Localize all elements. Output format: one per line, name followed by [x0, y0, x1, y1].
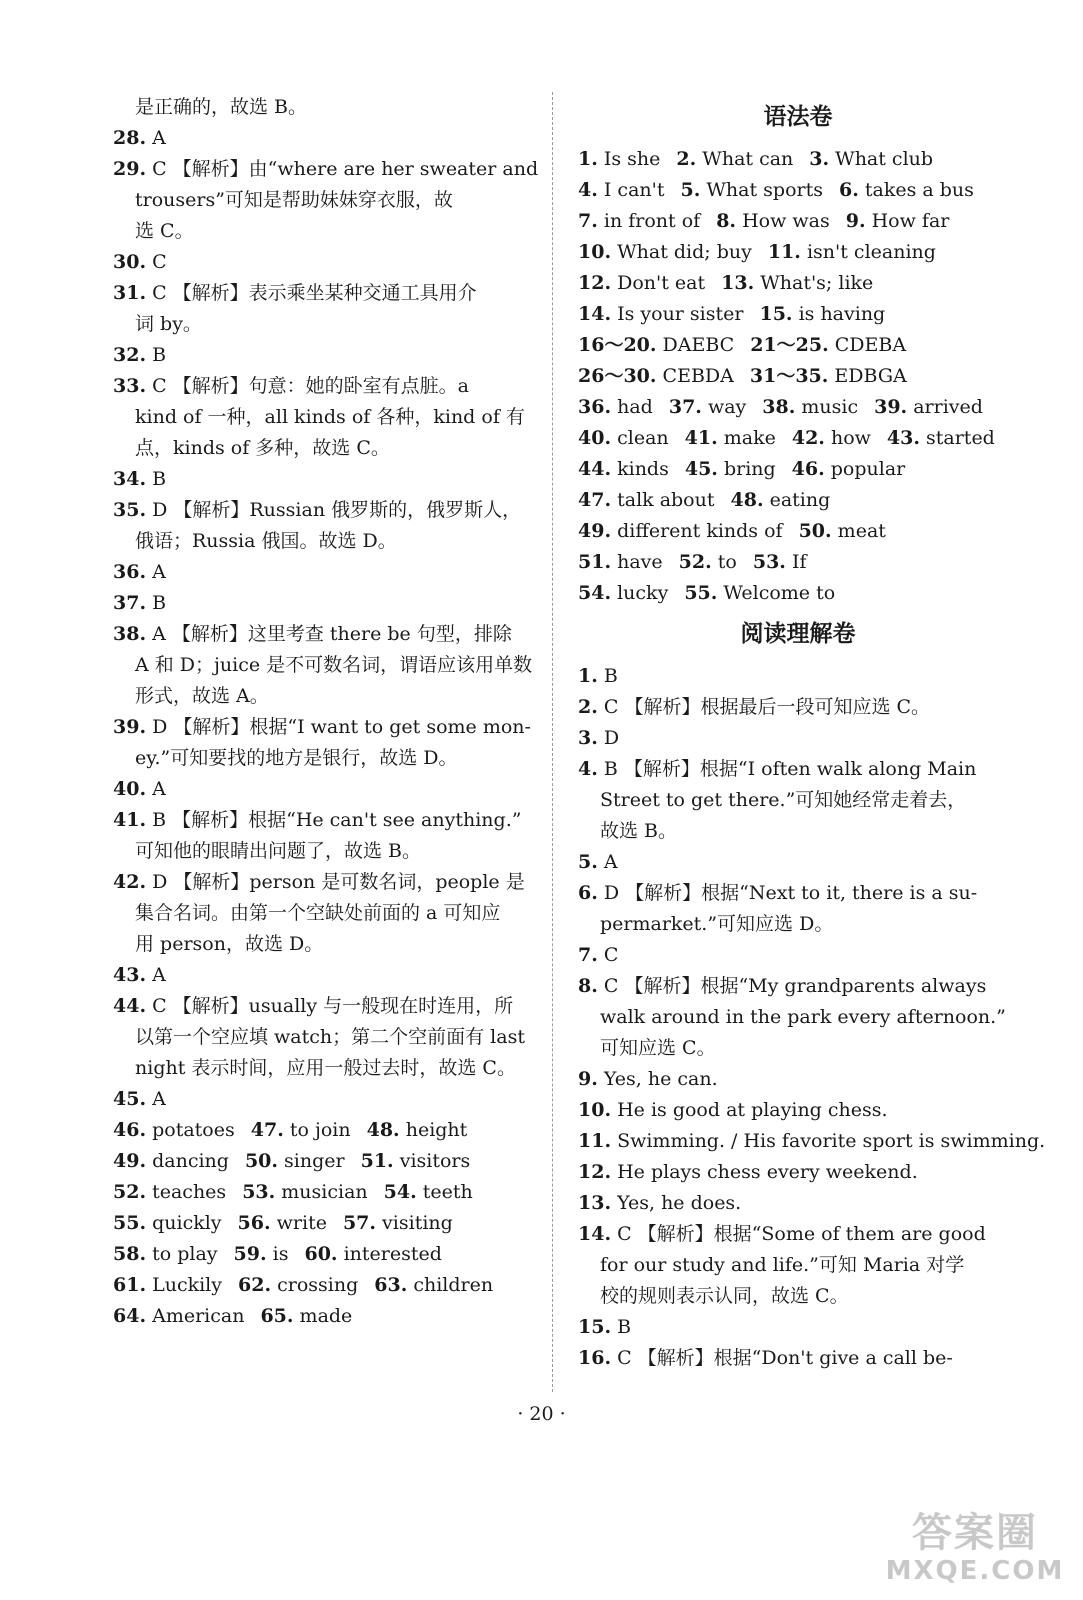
answer-text: to play: [146, 1243, 218, 1265]
answer-line: [113, 1270, 538, 1301]
answer-number: 48.: [366, 1119, 400, 1141]
answer-line: [113, 1022, 538, 1053]
answer-line: [113, 743, 538, 774]
answer-line: [113, 185, 538, 216]
answer-line: [113, 1084, 538, 1115]
answer-text: 校的规则表示认同，故选 C。: [600, 1285, 849, 1307]
answer-line: [578, 299, 1018, 330]
answer-number: 49.: [113, 1150, 147, 1172]
answer-text: He is good at playing chess.: [611, 1099, 888, 1121]
answer-line: [113, 805, 538, 836]
answer-text: interested: [337, 1243, 442, 1265]
answer-line: [578, 1064, 1018, 1095]
answer-text: How far: [865, 210, 950, 232]
answer-line: [578, 1033, 1018, 1064]
answer-number: 13.: [721, 272, 755, 294]
answer-text: clean: [611, 427, 669, 449]
answer-line: [578, 423, 1018, 454]
answer-line: [113, 402, 538, 433]
answer-text: potatoes: [146, 1119, 235, 1141]
answer-number: 62.: [238, 1274, 272, 1296]
answer-text: I can't: [597, 179, 665, 201]
answer-text: A 和 D；juice 是不可数名词，谓语应该用单数: [135, 654, 533, 676]
answer-number: 5.: [578, 851, 598, 873]
answer-text: teeth: [416, 1181, 473, 1203]
answer-line: [578, 392, 1018, 423]
answer-line: [578, 268, 1018, 299]
answer-number: 13.: [578, 1192, 612, 1214]
answer-number: 29.: [113, 158, 147, 180]
answer-text: children: [407, 1274, 494, 1296]
answer-line: [578, 878, 1018, 909]
answer-line: [578, 175, 1018, 206]
answer-text: is having: [792, 303, 886, 325]
answer-text: made: [293, 1305, 353, 1327]
answer-line: [578, 1343, 1018, 1374]
answer-line: [578, 754, 1018, 785]
answer-line: [578, 1095, 1018, 1126]
answer-text: permarket.”可知应选 D。: [600, 913, 834, 935]
grammar-answers: [578, 144, 1018, 609]
answer-text: Luckily: [146, 1274, 222, 1296]
answer-number: 49.: [578, 520, 612, 542]
answer-text: eating: [763, 489, 831, 511]
watermark-text-top: 答案圈: [912, 1510, 1038, 1556]
answer-line: [578, 723, 1018, 754]
answer-number: 65.: [260, 1305, 294, 1327]
answer-text: D 【解析】person 是可数名词，people 是: [146, 871, 525, 893]
answer-number: 54.: [383, 1181, 417, 1203]
answer-number: 6.: [838, 179, 859, 201]
answer-text: to join: [283, 1119, 351, 1141]
answer-text: C 【解析】usually 与一般现在时连用，所: [146, 995, 514, 1017]
answer-text: A: [146, 964, 166, 986]
answer-text: B 【解析】根据“I often walk along Main: [597, 758, 977, 780]
answer-text: 形式，故选 A。: [135, 685, 269, 707]
answer-text: American: [146, 1305, 245, 1327]
answer-number: 31.: [113, 282, 147, 304]
answer-line: [113, 1146, 538, 1177]
answer-text: C: [146, 251, 167, 273]
answer-line: [113, 898, 538, 929]
answer-line: [113, 991, 538, 1022]
answer-number: 10.: [578, 241, 612, 263]
answer-text: Is your sister: [611, 303, 744, 325]
answer-number: 64.: [113, 1305, 147, 1327]
answer-text: Swimming. / His favorite sport is swimming.: [611, 1130, 1046, 1152]
answer-line: [113, 1177, 538, 1208]
answer-line: [578, 1281, 1018, 1312]
answer-line: [113, 681, 538, 712]
answer-text: musician: [275, 1181, 368, 1203]
answer-line: [578, 144, 1018, 175]
answer-text: ey.”可知要找的地方是银行，故选 D。: [135, 747, 458, 769]
answer-text: A: [146, 1088, 166, 1110]
answer-number: 6.: [578, 882, 598, 904]
answer-line: [113, 1301, 538, 1332]
answer-text: have: [611, 551, 663, 573]
answer-text: dancing: [146, 1150, 229, 1172]
answer-text: C 【解析】由“where are her sweater and: [146, 158, 539, 180]
answer-number: 32.: [113, 344, 147, 366]
answer-number: 52.: [678, 551, 712, 573]
answer-line: [113, 92, 538, 123]
answer-text: A: [146, 778, 166, 800]
answer-text: 集合名词。由第一个空缺处前面的 a 可知应: [135, 902, 501, 924]
answer-number: 37.: [668, 396, 702, 418]
answer-number: 16～20.: [578, 334, 657, 356]
answer-text: C: [597, 944, 619, 966]
answer-line: [113, 278, 538, 309]
answer-line: [113, 774, 538, 805]
answer-text: D 【解析】根据“I want to get some mon-: [146, 716, 531, 738]
answer-number: 1.: [578, 665, 598, 687]
answer-text: 可知应选 C。: [600, 1037, 716, 1059]
answer-line: [113, 1115, 538, 1146]
watermark-text-bottom: MXQE.COM: [885, 1556, 1065, 1586]
answer-text: Welcome to: [717, 582, 836, 604]
answer-line: [578, 578, 1018, 609]
answer-text: 俄语；Russia 俄国。故选 D。: [135, 530, 397, 552]
answer-number: 11.: [578, 1130, 612, 1152]
answer-number: 15.: [578, 1316, 612, 1338]
answer-text: B: [611, 1316, 632, 1338]
answer-number: 50.: [244, 1150, 279, 1172]
answer-line: [578, 361, 1018, 392]
answer-number: 3.: [809, 148, 830, 170]
answer-number: 58.: [113, 1243, 147, 1265]
answer-text: 是正确的，故选 B。: [135, 96, 308, 118]
answer-text: What did; buy: [611, 241, 752, 263]
answer-text: If: [785, 551, 807, 573]
answer-text: He plays chess every weekend.: [611, 1161, 918, 1183]
answer-text: DAEBC: [656, 334, 735, 356]
answer-number: 8.: [578, 975, 598, 997]
answer-line: [578, 692, 1018, 723]
answer-line: [113, 247, 538, 278]
answer-number: 43.: [886, 427, 920, 449]
answer-number: 12.: [578, 272, 612, 294]
answer-text: 选 C。: [135, 220, 194, 242]
answer-number: 45.: [684, 458, 718, 480]
answer-text: CDEBA: [828, 334, 907, 356]
answer-text: What sports: [700, 179, 823, 201]
answer-number: 2.: [676, 148, 697, 170]
answer-number: 53.: [242, 1181, 276, 1203]
answer-number: 7.: [578, 944, 598, 966]
answer-text: EDBGA: [828, 365, 907, 387]
answer-text: D 【解析】根据“Next to it, there is a su-: [597, 882, 978, 904]
answer-text: Yes, he can.: [597, 1068, 718, 1090]
answer-text: 故选 B。: [600, 820, 678, 842]
answer-number: 11.: [767, 241, 801, 263]
answer-number: 31～35.: [749, 365, 829, 387]
column-divider: [552, 92, 553, 1392]
answer-number: 44.: [578, 458, 612, 480]
answer-line: [578, 847, 1018, 878]
answer-number: 21～25.: [750, 334, 829, 356]
answer-text: singer: [278, 1150, 345, 1172]
answer-number: 43.: [113, 964, 147, 986]
answer-text: B: [597, 665, 618, 687]
answer-number: 39.: [113, 716, 147, 738]
answer-line: [113, 340, 538, 371]
answer-line: [113, 123, 538, 154]
answer-text: What's; like: [754, 272, 874, 294]
answer-number: 54.: [578, 582, 612, 604]
answer-line: [113, 712, 538, 743]
answer-text: Street to get there.”可知她经常走着去，: [600, 789, 967, 811]
answer-text: A: [597, 851, 618, 873]
answer-number: 48.: [730, 489, 764, 511]
answer-text: C 【解析】根据“My grandparents always: [597, 975, 987, 997]
answer-line: [578, 1188, 1018, 1219]
answer-number: 8.: [716, 210, 737, 232]
answer-line: [578, 971, 1018, 1002]
answer-text: Don't eat: [611, 272, 706, 294]
answer-text: Yes, he does.: [611, 1192, 742, 1214]
answer-text: Is she: [597, 148, 661, 170]
answer-line: [113, 929, 538, 960]
answer-number: 51.: [360, 1150, 394, 1172]
answer-text: trousers”可知是帮助妹妹穿衣服，故: [135, 189, 453, 211]
answer-line: [113, 1239, 538, 1270]
answer-number: 45.: [113, 1088, 147, 1110]
answer-number: 34.: [113, 468, 147, 490]
answer-number: 38.: [113, 623, 147, 645]
answer-line: [578, 1250, 1018, 1281]
answer-text: CEBDA: [656, 365, 734, 387]
answer-text: kinds: [611, 458, 669, 480]
answer-text: is: [266, 1243, 289, 1265]
answer-number: 59.: [233, 1243, 267, 1265]
watermark-logo: [875, 1510, 1075, 1592]
answer-number: 61.: [113, 1274, 147, 1296]
answer-line: [113, 216, 538, 247]
answer-line: [578, 206, 1018, 237]
answer-line: [113, 464, 538, 495]
answer-number: 55.: [113, 1212, 147, 1234]
answer-line: [578, 1002, 1018, 1033]
answer-line: [578, 940, 1018, 971]
answer-line: [113, 836, 538, 867]
answer-line: [578, 1312, 1018, 1343]
answer-number: 3.: [578, 727, 598, 749]
answer-line: [578, 237, 1018, 268]
answer-number: 44.: [113, 995, 147, 1017]
answer-text: different kinds of: [611, 520, 783, 542]
answer-number: 9.: [578, 1068, 598, 1090]
answer-text: D 【解析】Russian 俄罗斯的，俄罗斯人，: [146, 499, 522, 521]
answer-text: D: [597, 727, 620, 749]
answer-number: 56.: [237, 1212, 271, 1234]
answer-text: A: [146, 127, 166, 149]
answer-number: 47.: [578, 489, 612, 511]
answer-text: music: [795, 396, 859, 418]
answer-text: kind of 一种，all kinds of 各种，kind of 有: [135, 406, 525, 428]
answer-number: 55.: [684, 582, 718, 604]
answer-line: [113, 588, 538, 619]
answer-line: [578, 330, 1018, 361]
answer-line: [578, 1157, 1018, 1188]
answer-line: [578, 785, 1018, 816]
answer-number: 63.: [374, 1274, 408, 1296]
answer-line: [113, 371, 538, 402]
answer-text: in front of: [597, 210, 701, 232]
answer-text: meat: [831, 520, 886, 542]
answer-text: What club: [829, 148, 934, 170]
answer-number: 53.: [752, 551, 786, 573]
section-heading-grammar: 语法卷: [763, 104, 833, 130]
answer-text: bring: [717, 458, 776, 480]
answer-text: 点，kinds of 多种，故选 C。: [135, 437, 390, 459]
answer-line: [578, 661, 1018, 692]
answer-number: 57.: [342, 1212, 377, 1234]
answer-number: 15.: [759, 303, 793, 325]
answer-text: How was: [736, 210, 830, 232]
answer-text: A: [146, 561, 166, 583]
answer-line: [113, 309, 538, 340]
answer-number: 51.: [578, 551, 612, 573]
answer-line: [113, 557, 538, 588]
answer-text: started: [919, 427, 995, 449]
answer-text: takes a bus: [858, 179, 974, 201]
answer-number: 47.: [250, 1119, 284, 1141]
answer-number: 40.: [113, 778, 147, 800]
answer-number: 28.: [113, 127, 147, 149]
answer-text: isn't cleaning: [800, 241, 936, 263]
answer-text: C 【解析】根据“Don't give a call be-: [611, 1347, 953, 1369]
answer-text: talk about: [611, 489, 715, 511]
answer-text: arrived: [907, 396, 983, 418]
answer-line: [578, 547, 1018, 578]
answer-line: [113, 960, 538, 991]
answer-text: for our study and life.”可知 Maria 对学: [600, 1254, 965, 1276]
answer-number: 40.: [578, 427, 612, 449]
answer-text: B 【解析】根据“He can't see anything.”: [146, 809, 522, 831]
answer-text: B: [146, 468, 167, 490]
answer-number: 36.: [113, 561, 147, 583]
answer-text: popular: [824, 458, 906, 480]
answer-text: had: [611, 396, 653, 418]
answer-line: [578, 816, 1018, 847]
answer-number: 4.: [578, 179, 598, 201]
answer-number: 14.: [578, 303, 612, 325]
answer-text: crossing: [271, 1274, 359, 1296]
answer-line: [578, 1126, 1046, 1157]
answer-line: [578, 485, 1018, 516]
answer-text: visiting: [376, 1212, 453, 1234]
answer-line: [578, 454, 1018, 485]
answer-text: make: [717, 427, 776, 449]
answer-number: 39.: [874, 396, 908, 418]
answer-text: C 【解析】句意：她的卧室有点脏。a: [146, 375, 470, 397]
answer-number: 37.: [113, 592, 147, 614]
answer-number: 46.: [113, 1119, 147, 1141]
answer-line: [113, 433, 538, 464]
answer-text: to: [711, 551, 737, 573]
answer-text: A 【解析】这里考查 there be 句型，排除: [146, 623, 512, 645]
answer-number: 42.: [113, 871, 147, 893]
answer-text: walk around in the park every afternoon.”: [600, 1006, 1006, 1028]
reading-answers: [578, 661, 1046, 1374]
answer-number: 9.: [845, 210, 866, 232]
answer-text: B: [146, 592, 167, 614]
answer-line: [113, 1053, 538, 1084]
answer-text: What can: [696, 148, 794, 170]
answer-text: quickly: [146, 1212, 222, 1234]
answer-number: 42.: [791, 427, 825, 449]
answer-number: 1.: [578, 148, 598, 170]
section-heading-reading: 阅读理解卷: [740, 621, 856, 647]
answer-text: way: [701, 396, 747, 418]
page-number: · 20 ·: [517, 1403, 566, 1425]
answer-text: height: [399, 1119, 468, 1141]
answer-number: 46.: [791, 458, 825, 480]
answer-number: 38.: [762, 396, 796, 418]
answer-number: 36.: [578, 396, 612, 418]
answer-text: 用 person，故选 D。: [135, 933, 324, 955]
answer-text: night 表示时间，应用一般过去时，故选 C。: [135, 1057, 516, 1079]
right-column: [578, 92, 1046, 1374]
answer-line: [578, 909, 1018, 940]
answer-number: 14.: [578, 1223, 612, 1245]
answer-line: [113, 526, 538, 557]
answer-text: how: [824, 427, 871, 449]
answer-text: C 【解析】根据最后一段可知应选 C。: [597, 696, 931, 718]
answer-line: [113, 619, 538, 650]
answer-line: [113, 1208, 538, 1239]
answer-text: C 【解析】表示乘坐某种交通工具用介: [146, 282, 477, 304]
answer-text: C 【解析】根据“Some of them are good: [611, 1223, 986, 1245]
answer-number: 60.: [304, 1243, 338, 1265]
answer-number: 7.: [578, 210, 598, 232]
answer-line: [113, 495, 538, 526]
answer-line: [113, 154, 538, 185]
answer-number: 4.: [578, 758, 598, 780]
answer-text: 以第一个空应填 watch；第二个空前面有 last: [135, 1026, 525, 1048]
answer-number: 26～30.: [578, 365, 657, 387]
answer-line: [578, 1219, 1018, 1250]
answer-number: 5.: [680, 179, 701, 201]
left-column: [113, 92, 538, 1332]
answer-number: 41.: [113, 809, 147, 831]
answer-number: 52.: [113, 1181, 147, 1203]
answer-number: 12.: [578, 1161, 612, 1183]
answer-line: [578, 516, 1018, 547]
answer-text: B: [146, 344, 167, 366]
answer-text: lucky: [611, 582, 669, 604]
answer-number: 16.: [578, 1347, 612, 1369]
answer-text: 词 by。: [135, 313, 202, 335]
answer-number: 2.: [578, 696, 598, 718]
answer-text: teaches: [146, 1181, 227, 1203]
answer-number: 10.: [578, 1099, 612, 1121]
answer-text: write: [270, 1212, 327, 1234]
answer-number: 30.: [113, 251, 147, 273]
answer-line: [113, 650, 538, 681]
answer-number: 41.: [684, 427, 718, 449]
answer-number: 50.: [798, 520, 832, 542]
answer-number: 35.: [113, 499, 147, 521]
answer-number: 33.: [113, 375, 147, 397]
answer-text: 可知他的眼睛出问题了，故选 B。: [135, 840, 422, 862]
answer-line: [113, 867, 538, 898]
answer-text: visitors: [393, 1150, 471, 1172]
